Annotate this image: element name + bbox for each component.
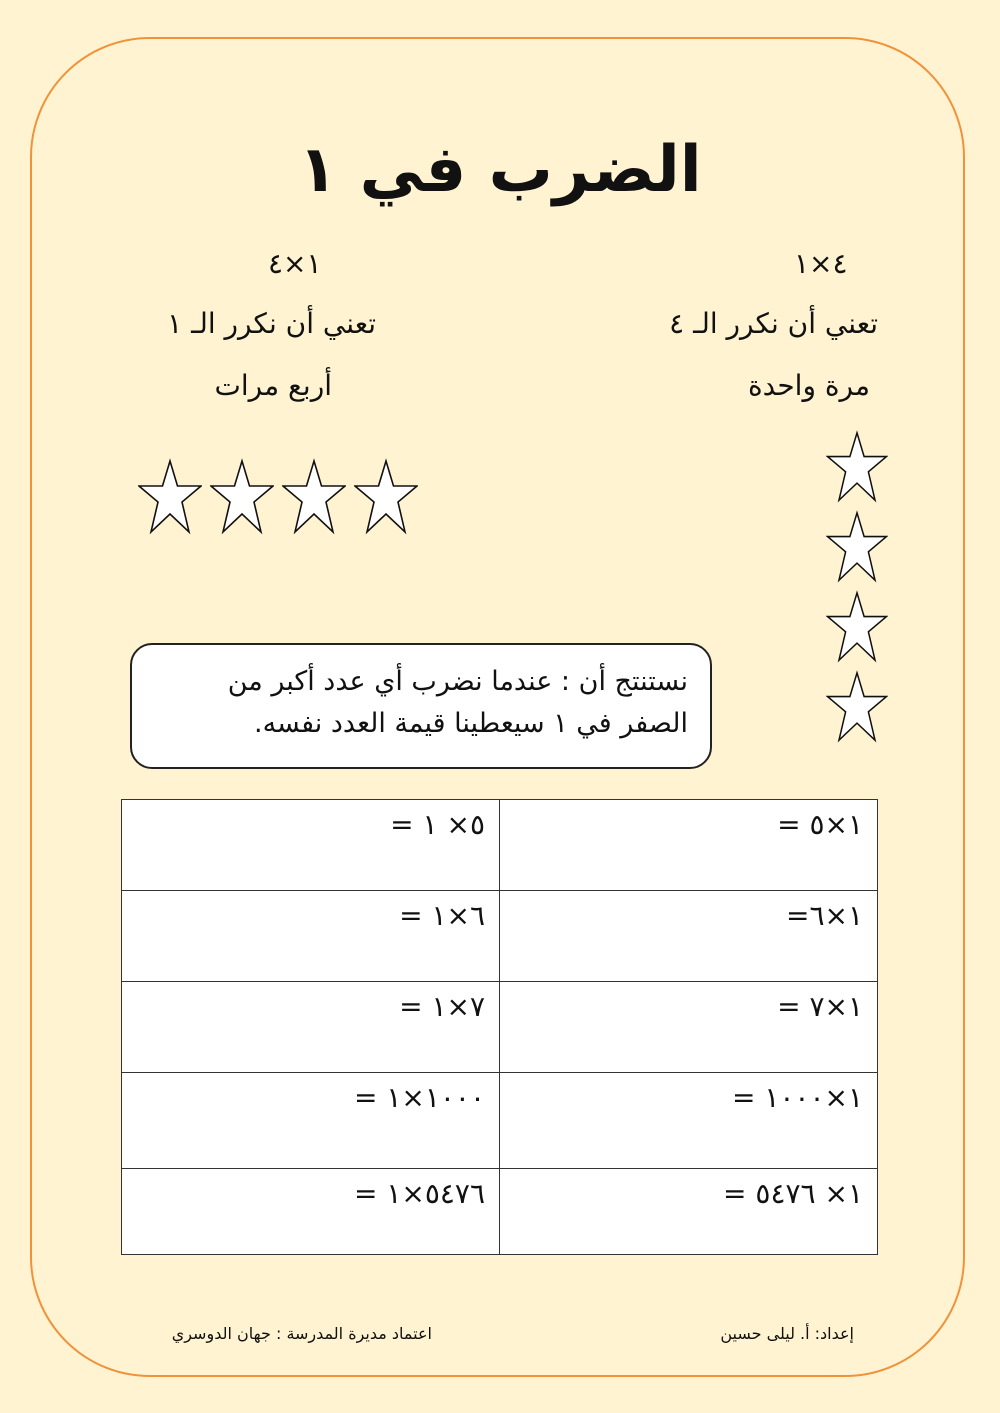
exercise-cell[interactable]: ٥٤٧٦×١ = <box>122 1169 500 1255</box>
table-row <box>122 1169 878 1255</box>
exercise-cell[interactable]: ١×١٠٠٠ = <box>500 1073 878 1169</box>
exercise-cell[interactable]: ١×٦= <box>500 891 878 982</box>
exercise-cell[interactable]: ٦×١ = <box>122 891 500 982</box>
table-row <box>122 891 878 982</box>
conclusion-box <box>130 643 712 769</box>
star-icon <box>826 670 888 744</box>
conclusion-line1: نستنتج أن : عندما نضرب أي عدد أكبر من <box>227 666 688 697</box>
star-icon <box>826 590 888 664</box>
exercise-cell[interactable]: ٧×١ = <box>122 982 500 1073</box>
exercise-cell[interactable]: ٥× ١ = <box>122 800 500 891</box>
exercise-cell[interactable]: ١٠٠٠×١ = <box>122 1073 500 1169</box>
stars-column <box>826 430 888 744</box>
right-equation: ٤×١ <box>794 247 848 280</box>
star-icon <box>210 458 274 536</box>
star-icon <box>282 458 346 536</box>
exercise-table <box>121 799 878 1255</box>
left-explanation-line1: تعني أن نكرر الـ ١ <box>167 307 376 340</box>
star-icon <box>354 458 418 536</box>
footer-prepared-by: إعداد: أ. ليلى حسين <box>720 1324 854 1343</box>
star-icon <box>826 510 888 584</box>
exercise-cell[interactable]: ١×٧ = <box>500 982 878 1073</box>
star-icon <box>826 430 888 504</box>
table-row <box>122 800 878 891</box>
exercise-cell[interactable]: ١×٥ = <box>500 800 878 891</box>
left-explanation-line2: أربع مرات <box>214 369 332 402</box>
right-explanation-line2: مرة واحدة <box>748 369 870 402</box>
page-title: الضرب في ١ <box>298 133 702 207</box>
table-row <box>122 1073 878 1169</box>
star-icon <box>138 458 202 536</box>
right-explanation-line1: تعني أن نكرر الـ ٤ <box>669 307 878 340</box>
footer-approved-by: اعتماد مديرة المدرسة : جهان الدوسري <box>171 1324 432 1343</box>
table-row <box>122 982 878 1073</box>
conclusion-line2: الصفر في ١ سيعطينا قيمة العدد نفسه. <box>254 708 688 739</box>
left-equation: ١×٤ <box>268 247 322 280</box>
exercise-cell[interactable]: ١× ٥٤٧٦ = <box>500 1169 878 1255</box>
stars-row <box>138 458 418 536</box>
